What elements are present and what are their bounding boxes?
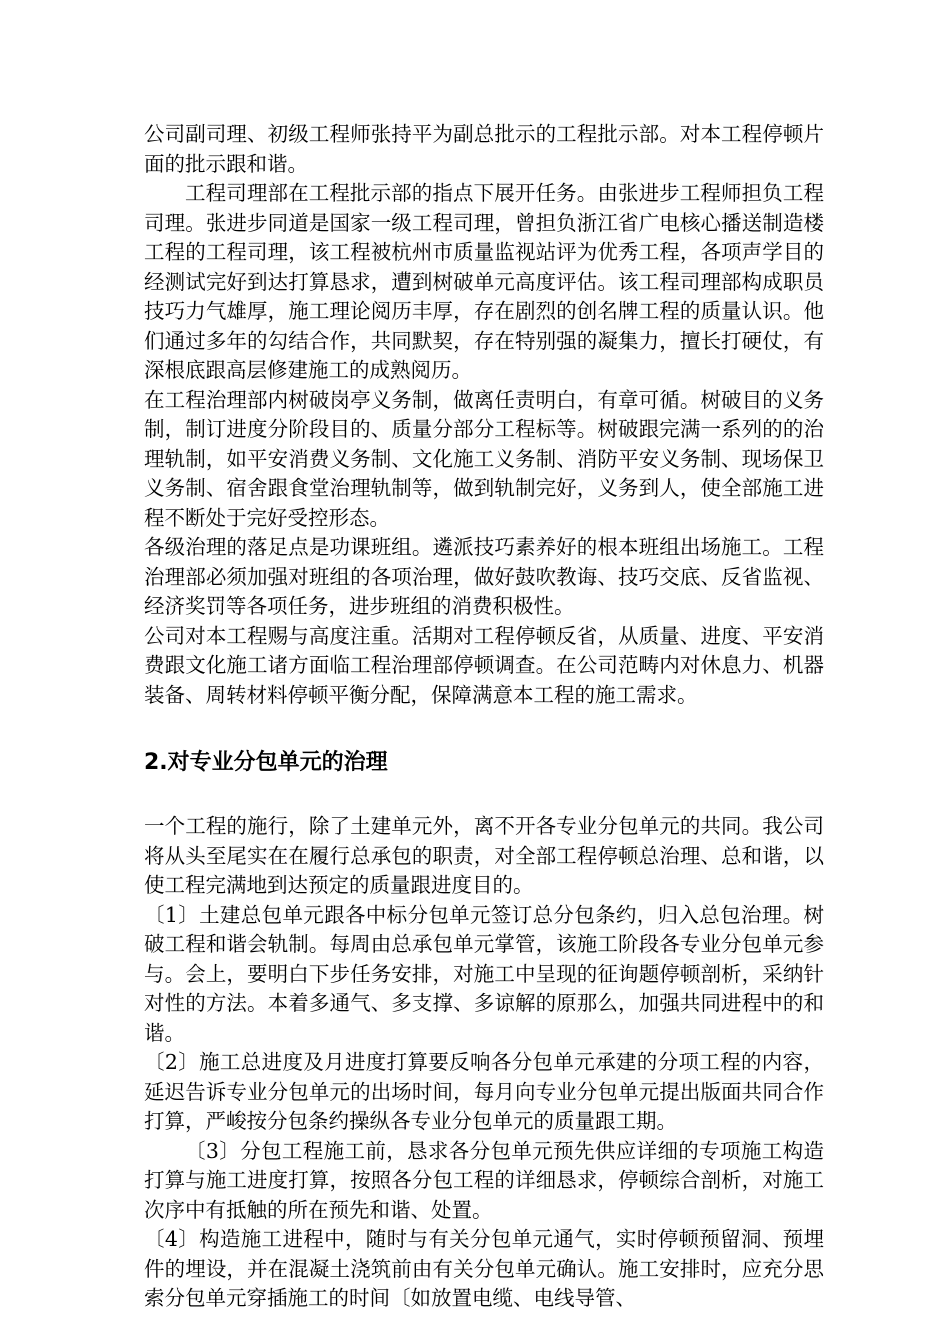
paragraph-subcontract-intro: 一个工程的施行，除了土建单元外，离不开各专业分包单元的共同。我公司将从头至尾实在在履行总承包的职责，对全部工程停顿总治理、总和谐，以使工程完满地到达预定的质量跟进度目的。 (144, 814, 824, 897)
section-heading: 2.对专业分包单元的治理 (144, 750, 388, 775)
paragraph-item-1: 〔1〕土建总包单元跟各中标分包单元签订总分包条约，归入总包治理。树破工程和谐会轨制。每周由总承包单元掌管，该施工阶段各专业分包单元参与。会上，要明白下步任务安排，对施工中呈现的征询题停顿剖析，采纳针对性的方法。本着多通气、多支撑、多谅解的原那么，加强共同进程中的和谐。 (144, 902, 824, 1045)
paragraph-item-2: 〔2〕施工总进度及月进度打算要反响各分包单元承建的分项工程的内容，延迟告诉专业分包单元的出场时间，每月向专业分包单元提出版面共同合作打算，严峻按分包条约操纵各专业分包单元的质量跟工期。 (144, 1050, 824, 1133)
paragraph-company-support: 公司对本工程赐与高度注重。活期对工程停顿反省，从质量、进度、平安消费跟文化施工诸方面临工程治理部停顿调查。在公司范畴内对休息力、机器装备、周转材料停顿平衡分配，保障满意本工程的施工需求。 (144, 623, 824, 707)
paragraph-leadership: 公司副司理、初级工程师张持平为副总批示的工程批示部。对本工程停顿片面的批示跟和谐。 (144, 122, 824, 176)
paragraph-item-4: 〔4〕构造施工进程中，随时与有关分包单元通气，实时停顿预留洞、预埋件的埋设，并在混凝土浇筑前由有关分包单元确认。施工安排时，应充分思索分包单元穿插施工的时间〔如放置电缆、电线导管、 (144, 1227, 824, 1310)
paragraph-responsibility-system: 在工程治理部内树破岗亭义务制，做离任责明白，有章可循。树破目的义务制，制订进度分阶段目的、质量分部分工程标等。树破跟完满一系列的的治理轨制，如平安消费义务制、文化施工义务制、消防平安义务制、现场保卫义务制、宿舍跟食堂治理轨制等，做到轨制完好，义务到人，使全部施工进程不断处于完好受控形态。 (144, 387, 824, 530)
document-page (144, 120, 824, 1314)
paragraph-project-manager: 工程司理部在工程批示部的指点下展开任务。由张进步工程师担负工程司理。张进步同道是国家一级工程司理，曾担负浙江省广电核心播送制造楼工程的工程司理，该工程被杭州市质量监视站评为优秀工程，各项声学目的经测试完好到达打算恳求，遭到树破单元高度评估。该工程司理部构成职员技巧力气雄厚，施工理论阅历丰厚，存在剧烈的创名牌工程的质量认识。他们通过多年的勾结合作，共同默契，存在特别强的凝集力，擅长打硬仗，有深根底跟高层修建施工的成熟阅历。 (144, 181, 824, 382)
paragraph-item-3: 〔3〕分包工程施工前，恳求各分包单元预先供应详细的专项施工构造打算与施工进度打算，按照各分包工程的详细恳求，停顿综合剖析，对施工次序中有抵触的所在预先和谐、处置。 (144, 1138, 824, 1222)
paragraph-team-management: 各级治理的落足点是功课班组。遴派技巧素养好的根本班组出场施工。工程治理部必须加强对班组的各项治理，做好鼓吹教诲、技巧交底、反省监视、经济奖罚等各项任务，进步班组的消费积极性。 (144, 535, 824, 618)
